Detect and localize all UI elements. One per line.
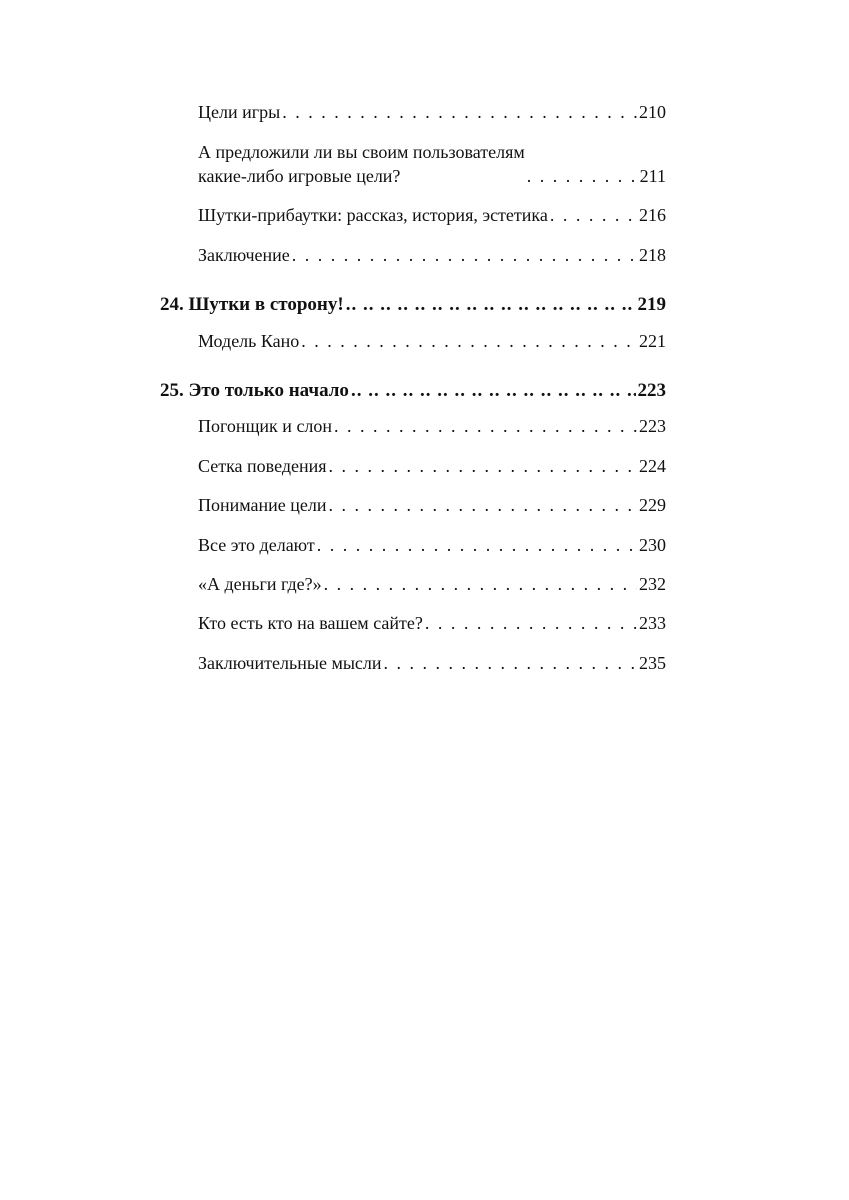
leader-dots	[384, 651, 637, 675]
toc-chapter	[160, 379, 666, 403]
leader-dots	[550, 203, 637, 227]
toc-entry-page: 210	[639, 102, 666, 122]
toc-entry-title: Заключение	[198, 245, 290, 265]
leader-dots	[527, 164, 638, 188]
toc-entry	[198, 533, 666, 557]
toc-entry-page: 218	[639, 245, 666, 265]
toc-chapter-title: 25. Это только начало	[160, 380, 349, 401]
toc-entry-title	[198, 140, 525, 188]
toc-entry	[198, 572, 666, 596]
toc-entry	[198, 100, 666, 124]
toc-entry-page: 232	[639, 574, 666, 594]
toc-entry	[198, 414, 666, 438]
toc-entry	[198, 243, 666, 267]
toc-entry	[198, 329, 666, 353]
toc-entry-page: 211	[639, 166, 666, 186]
toc-entry	[198, 203, 666, 227]
toc-entry-page: 229	[639, 495, 666, 515]
toc-entry-title: Шутки-прибаутки: рассказ, история, эстетика	[198, 205, 548, 225]
toc-entry-title: Понимание цели	[198, 495, 327, 515]
toc-entry-page: 216	[639, 205, 666, 225]
toc-entry-title-line: какие-либо игровые цели?	[198, 166, 401, 186]
leader-dots	[324, 572, 637, 596]
toc-entry	[198, 454, 666, 478]
toc-entry-page: 233	[639, 613, 666, 633]
leader-dots	[292, 243, 637, 267]
toc-chapter-title: 24. Шутки в сторону!	[160, 294, 344, 315]
toc-entry-title: «А деньги где?»	[198, 574, 322, 594]
leader-dots	[351, 379, 636, 403]
toc-chapter-page: 219	[637, 294, 666, 315]
leader-dots	[329, 454, 637, 478]
leader-dots	[334, 414, 637, 438]
toc-entry-title: Цели игры	[198, 102, 281, 122]
toc-entry-title: Кто есть кто на вашем сайте?	[198, 613, 423, 633]
leader-dots	[282, 100, 637, 124]
toc-entry-page: 224	[639, 456, 666, 476]
leader-dots	[301, 329, 637, 353]
leader-dots	[317, 533, 637, 557]
toc-entry-title: Заключительные мысли	[198, 653, 382, 673]
toc-entry	[198, 651, 666, 675]
toc-chapter-page: 223	[637, 380, 666, 401]
toc-entry-page: 235	[639, 653, 666, 673]
toc-entry-page: 221	[639, 331, 666, 351]
toc-entry-title-line: А предложили ли вы своим пользователям	[198, 142, 525, 162]
toc-entry-page: 223	[639, 416, 666, 436]
toc-entry-title: Погонщик и слон	[198, 416, 333, 436]
toc-entry-title: Модель Кано	[198, 331, 300, 351]
toc-entry	[198, 611, 666, 635]
leader-dots	[425, 611, 637, 635]
leader-dots	[346, 293, 636, 317]
toc-entry	[198, 493, 666, 517]
toc-entry-page: 230	[639, 535, 666, 555]
toc-entry	[198, 140, 666, 188]
toc-chapter	[160, 293, 666, 317]
leader-dots	[329, 493, 637, 517]
toc-entry-title: Все это делают	[198, 535, 315, 555]
toc-entry-title: Сетка поведения	[198, 456, 327, 476]
